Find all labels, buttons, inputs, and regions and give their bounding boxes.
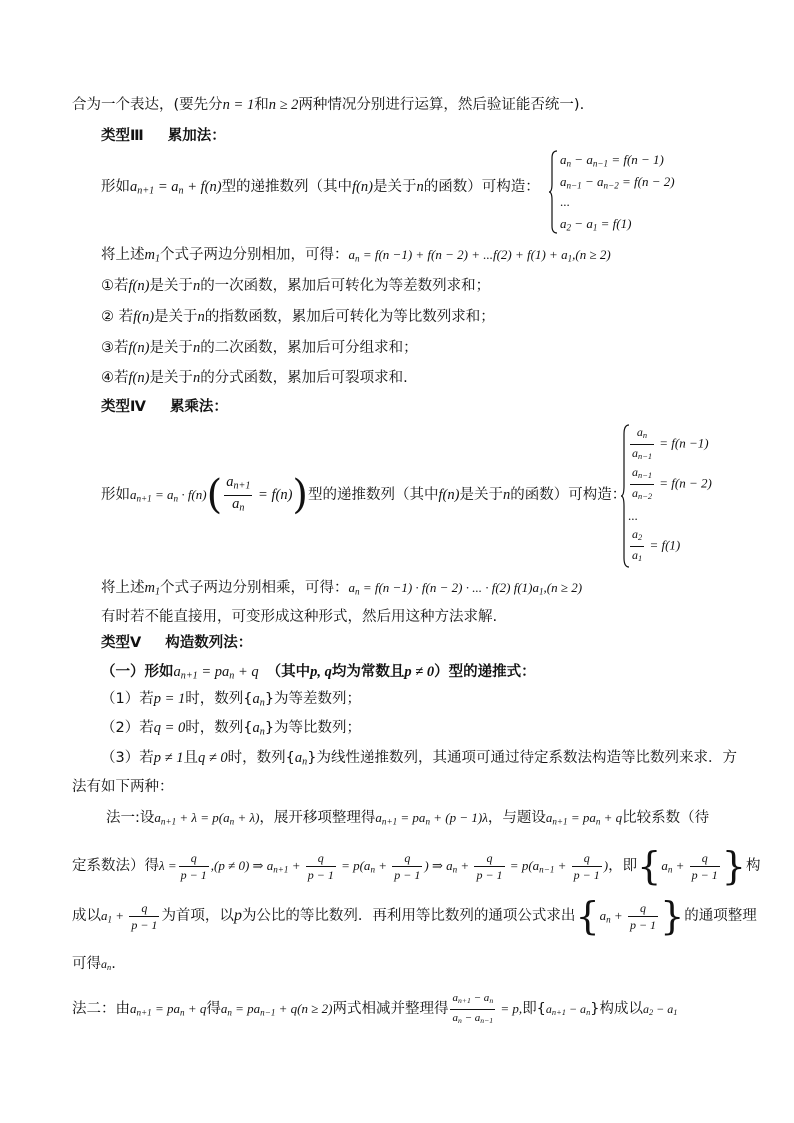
text-line: 定系数法）得λ = $\frac{q}{p - 1}$ ,(p ≠ 0) ⇒ $a_{n+1}$ + $\frac{q}{p - 1}$ = $p(a_n$ + $\frac{q}{p - 1}$ ) ⇒ $a_n$ + $\frac{q}{p - 1}$ = $p(a_{n-1}$ + $\frac{q}{p - 1}$ )，即{$a_n$ + $\frac{q}{p - 1}$ }构 bbox=[72, 844, 761, 888]
equation-system: $\frac{a_n}{a_{n-1}}$ = f(n −1) $\frac{a_{n-1}}{a_{n-2}}$ = f(n − 2) ... $\frac{a_2}{a_1}$ = f(1) bbox=[628, 425, 712, 564]
text-line: 法有如下两种： bbox=[72, 779, 174, 795]
text-line: ② 若f(n)是关于n的指数函数，累加后可转化为等比数列求和； bbox=[101, 309, 495, 325]
text-line: 形如$a_{n+1} = a_n + f(n)$型的递推数列（其中f(n)是关于n的函数）可构造： bbox=[101, 179, 540, 197]
text-line: ④若f(n)是关于n的分式函数，累加后可裂项求和. bbox=[101, 370, 408, 386]
text-line: 将上述$m_1$个式子两边分别相乘，可得：$a_n = f(n -1) \cdot f(n - 2)$ · ... · f(2) $f(1)a_1,(n \ge 2)$ bbox=[101, 580, 583, 598]
text-line: 形如$a_{n+1} = a_n \cdot f(n)$( $\frac{a_{n+1}}{a_n}$ = f(n))型的递推数列（其中f(n)是关于n的函数）可构造： bbox=[101, 472, 627, 518]
subsection-heading: （一）形如$a_{n+1} = pa_n + q$ （其中p, q均为常数且p ≠ 0）型的递推式： bbox=[101, 664, 536, 682]
text-line: ③若f(n)是关于n的二次函数，累加后可分组求和； bbox=[101, 340, 418, 356]
text-line: 法一:设$a_{n+1} + \lambda = p(a_n + \lambda)$，展开移项整理得$a_{n+1} = pa_n + (p - 1)\lambda$，与题设$a_{n+1} = pa_n + q$比较系数（待 bbox=[106, 810, 710, 827]
text-line: 可得$a_n$. bbox=[72, 956, 116, 973]
equation-system: $a_n - a_{n-1} = f(n - 1)$ $a_{n-1} - a_{n-2} = f(n - 2)$ ... $a_2 - a_1 = f(1)$ bbox=[560, 152, 675, 233]
text-line: 将上述$m_1$个式子两边分别相加，可得：$a_n = f(n -1) + f(n - 2) + ...f(2) + f(1) + a_1,(n \ge 2)$ bbox=[101, 247, 611, 265]
text-line: （2）若q = 0时，数列$\{a_n\}$为等比数列； bbox=[101, 720, 362, 738]
section-heading: 类型Ⅳ 累乘法： bbox=[101, 399, 228, 415]
text-line: 法二：由$a_{n+1} = pa_n + q$得$a_n = pa_{n-1} + q(n \ge 2)$两式相减并整理得 $\frac{a_{n+1} - a_n}{a_n - a_{n-1}}$ = p,即$\{a_{n+1} - a_n\}$构成以$a_2 - a_1$ bbox=[72, 991, 678, 1025]
text-line: （3）若p ≠ 1且q ≠ 0时，数列$\{a_n\}$为线性递推数列，其通项可通过待定系数法构造等比数列来求．方 bbox=[101, 750, 737, 768]
section-heading: 类型Ⅲ 累加法： bbox=[101, 128, 226, 144]
section-heading: 类型Ⅴ 构造数列法： bbox=[101, 635, 253, 651]
text-line: 成以$a_1$ + $\frac{q}{p - 1}$ 为首项，以p为公比的等比数列．再利用等比数列的通项公式求出{$a_n$ + $\frac{q}{p - 1}$ }的通项整理 bbox=[72, 894, 757, 938]
left-brace-icon bbox=[548, 150, 558, 234]
text-line: 有时若不能直接用，可变形成这种形式，然后用这种方法求解. bbox=[101, 609, 498, 625]
text-line: （1）若p = 1时，数列$\{a_n\}$为等差数列； bbox=[101, 691, 362, 709]
text-line: 合为一个表达，(要先分n = 1和n ≥ 2两种情况分别进行运算，然后验证能否统一). bbox=[72, 97, 585, 113]
text-line: ①若f(n)是关于n的一次函数，累加后可转化为等差数列求和； bbox=[101, 278, 491, 294]
